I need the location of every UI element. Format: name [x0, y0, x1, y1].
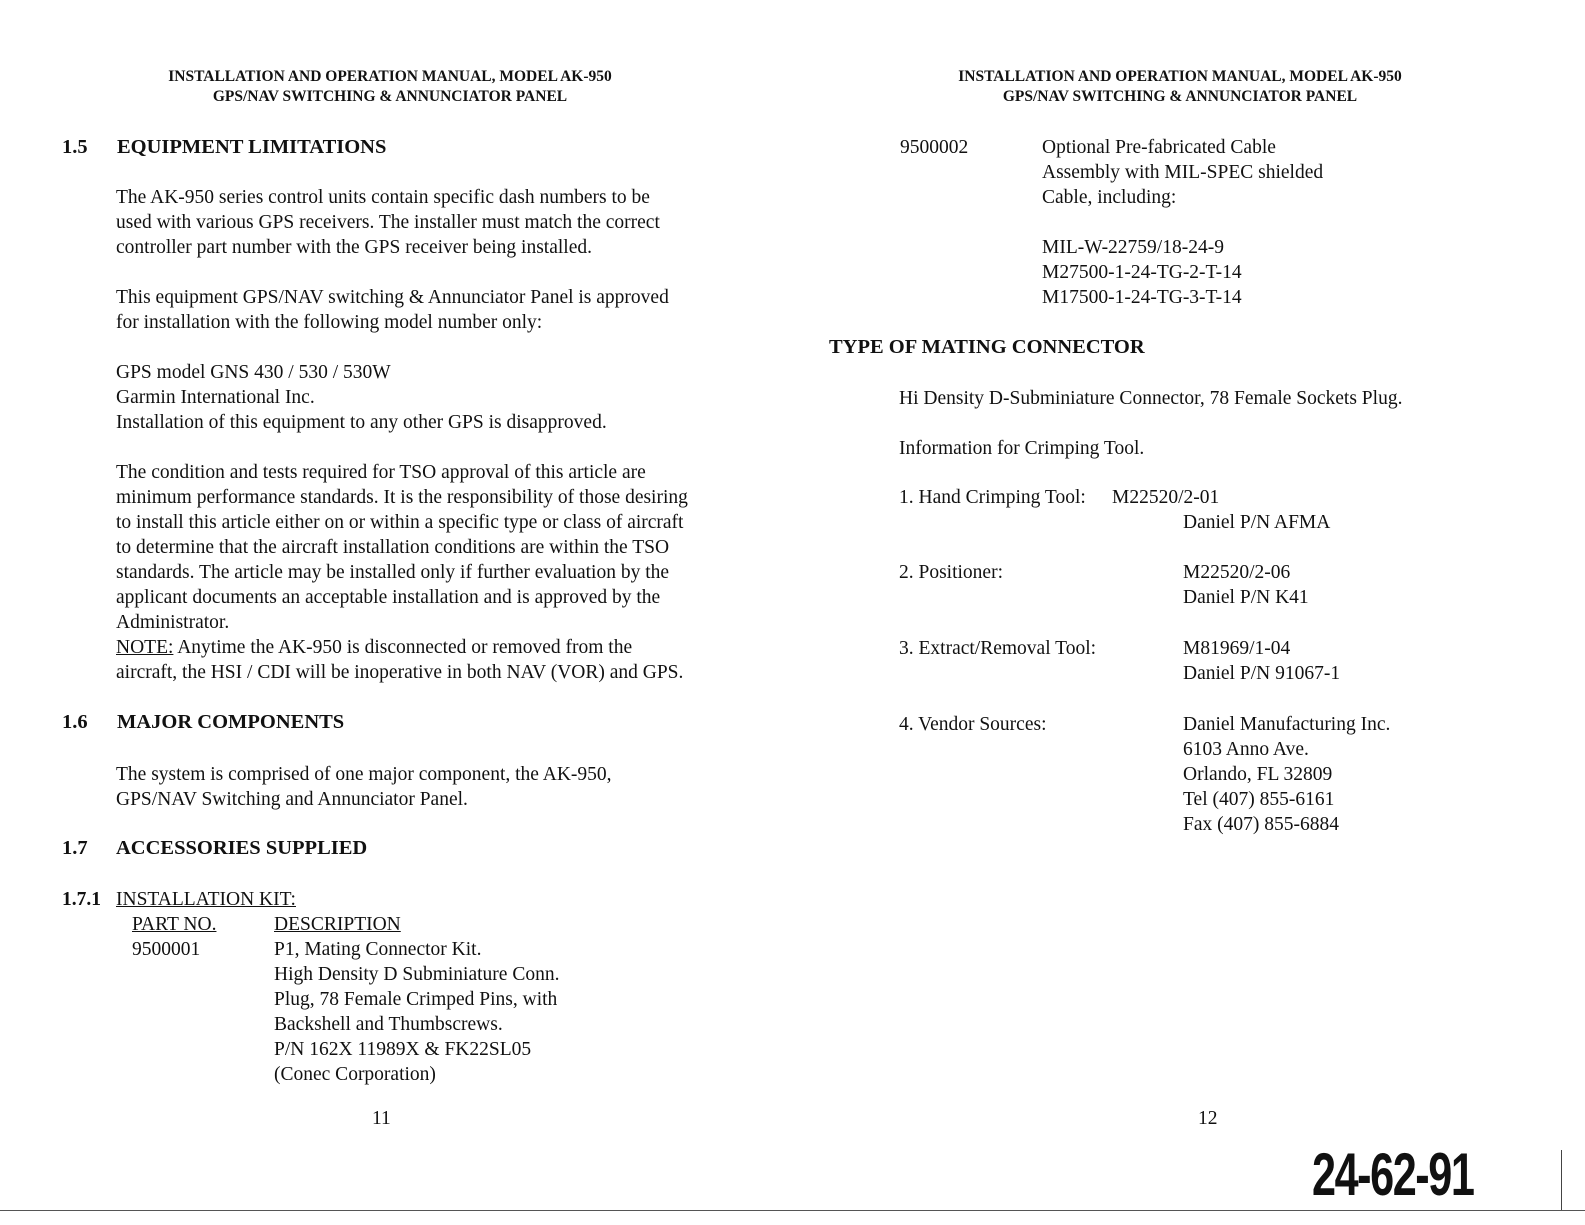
section-1-7-1-number: 1.7.1	[62, 889, 101, 910]
right-page-header	[860, 67, 1500, 107]
section-1-5-paragraph-2	[116, 285, 669, 335]
text-line: The AK-950 series control units contain specific dash numbers to be	[116, 187, 650, 208]
text-line: Daniel P/N 91067-1	[1183, 663, 1341, 684]
section-1-5-paragraph-4	[116, 460, 688, 685]
tool-2-label: 2. Positioner:	[899, 562, 1004, 583]
text-line: used with various GPS receivers. The installer must match the correct	[116, 212, 660, 233]
cable-spec-list	[1042, 235, 1242, 310]
text-line: The system is comprised of one major component, the AK-950,	[116, 764, 612, 785]
text-line: Garmin International Inc.	[116, 387, 315, 408]
tool-1-value-1: M22520/2-01	[1112, 487, 1220, 508]
text-line: Daniel Manufacturing Inc.	[1183, 714, 1391, 735]
spec-line: MIL-W-22759/18-24-9	[1042, 237, 1224, 258]
section-1-5-title: EQUIPMENT LIMITATIONS	[117, 136, 387, 158]
kit-description	[274, 937, 559, 1087]
spec-line: M17500-1-24-TG-3-T-14	[1042, 287, 1242, 308]
tool-3-values	[1183, 636, 1340, 686]
section-1-6-number: 1.6	[62, 711, 88, 733]
text-line: Daniel P/N K41	[1183, 587, 1309, 608]
right-header-line2: GPS/NAV SWITCHING & ANNUNCIATOR PANEL	[1002, 88, 1358, 105]
left-page-header	[60, 67, 720, 107]
text-line: applicant documents an acceptable installation and is approved by the	[116, 587, 661, 608]
tool-1-value-2: Daniel P/N AFMA	[1183, 512, 1331, 533]
right-header-line1: INSTALLATION AND OPERATION MANUAL, MODEL AK-950	[958, 68, 1402, 85]
text-line: High Density D Subminiature Conn.	[274, 964, 560, 985]
text-line: Fax (407) 855-6884	[1183, 814, 1339, 835]
kit-part-number: 9500001	[132, 939, 201, 960]
right-edge-rule	[1561, 1150, 1562, 1210]
text-line: Plug, 78 Female Crimped Pins, with	[274, 989, 558, 1010]
text-line: to determine that the aircraft installation conditions are within the TSO	[116, 537, 670, 558]
tool-1-label: 1. Hand Crimping Tool:	[899, 487, 1086, 508]
text-line: for installation with the following model number only:	[116, 312, 543, 333]
text-line: 6103 Anno Ave.	[1183, 739, 1309, 760]
text-line: Backshell and Thumbscrews.	[274, 1014, 503, 1035]
section-1-7-title: ACCESSORIES SUPPLIED	[116, 837, 368, 859]
left-header-line2: GPS/NAV SWITCHING & ANNUNCIATOR PANEL	[212, 88, 568, 105]
text-line: to install this article either on or within a specific type or class of aircraft	[116, 512, 684, 533]
text-line: Administrator.	[116, 612, 230, 633]
note-label: NOTE:	[116, 637, 174, 658]
tool-4-label: 4. Vendor Sources:	[899, 714, 1047, 735]
document-number: 24-62-91	[1312, 1141, 1474, 1208]
mating-connector-title: TYPE OF MATING CONNECTOR	[829, 336, 1145, 358]
connector-description: Hi Density D-Subminiature Connector, 78 Female Sockets Plug.	[899, 388, 1403, 409]
text-line: P1, Mating Connector Kit.	[274, 939, 482, 960]
section-1-5-paragraph-1	[116, 185, 660, 260]
text-line: Installation of this equipment to any other GPS is disapproved.	[116, 412, 607, 433]
text-line: Orlando, FL 32809	[1183, 764, 1333, 785]
text-line: M22520/2-06	[1183, 562, 1291, 583]
text-line: This equipment GPS/NAV switching & Annunciator Panel is approved	[116, 287, 669, 308]
text-line: aircraft, the HSI / CDI will be inoperative in both NAV (VOR) and GPS.	[116, 662, 684, 683]
text-line: GPS/NAV Switching and Annunciator Panel.	[116, 789, 468, 810]
text-line: standards. The article may be installed only if further evaluation by the	[116, 562, 670, 583]
spec-line: M27500-1-24-TG-2-T-14	[1042, 262, 1242, 283]
left-page-number: 11	[372, 1108, 391, 1129]
text-line: P/N 162X 11989X & FK22SL05	[274, 1039, 532, 1060]
note-line	[116, 635, 688, 660]
text-line: Cable, including:	[1042, 187, 1177, 208]
tool-2-values	[1183, 560, 1309, 610]
cable-part-number: 9500002	[900, 137, 969, 158]
text-line: controller part number with the GPS receiver being installed.	[116, 237, 592, 258]
text-line: M81969/1-04	[1183, 638, 1291, 659]
text-line: Assembly with MIL-SPEC shielded	[1042, 162, 1324, 183]
section-1-6-title: MAJOR COMPONENTS	[117, 711, 345, 733]
bottom-rule	[0, 1210, 1585, 1211]
note-text: Anytime the AK-950 is disconnected or removed from the	[173, 637, 633, 658]
section-1-5-number: 1.5	[62, 136, 88, 158]
text-line: The condition and tests required for TSO approval of this article are	[116, 462, 646, 483]
tool-3-label: 3. Extract/Removal Tool:	[899, 638, 1097, 659]
right-page-number: 12	[1198, 1108, 1218, 1129]
cable-description	[1042, 135, 1323, 210]
text-line: Tel (407) 855-6161	[1183, 789, 1335, 810]
text-line: GPS model GNS 430 / 530 / 530W	[116, 362, 391, 383]
left-header-line1: INSTALLATION AND OPERATION MANUAL, MODEL AK-950	[168, 68, 612, 85]
crimping-tool-info: Information for Crimping Tool.	[899, 438, 1145, 459]
section-1-7-number: 1.7	[62, 837, 88, 859]
part-no-header: PART NO.	[132, 914, 217, 935]
vendor-address	[1183, 712, 1390, 837]
text-line: minimum performance standards. It is the responsibility of those desiring	[116, 487, 688, 508]
text-line: Optional Pre-fabricated Cable	[1042, 137, 1276, 158]
text-line: (Conec Corporation)	[274, 1064, 436, 1085]
description-header: DESCRIPTION	[274, 914, 401, 935]
section-1-5-paragraph-3	[116, 360, 607, 435]
section-1-7-1-title: INSTALLATION KIT:	[116, 889, 296, 910]
section-1-6-paragraph	[116, 762, 612, 812]
